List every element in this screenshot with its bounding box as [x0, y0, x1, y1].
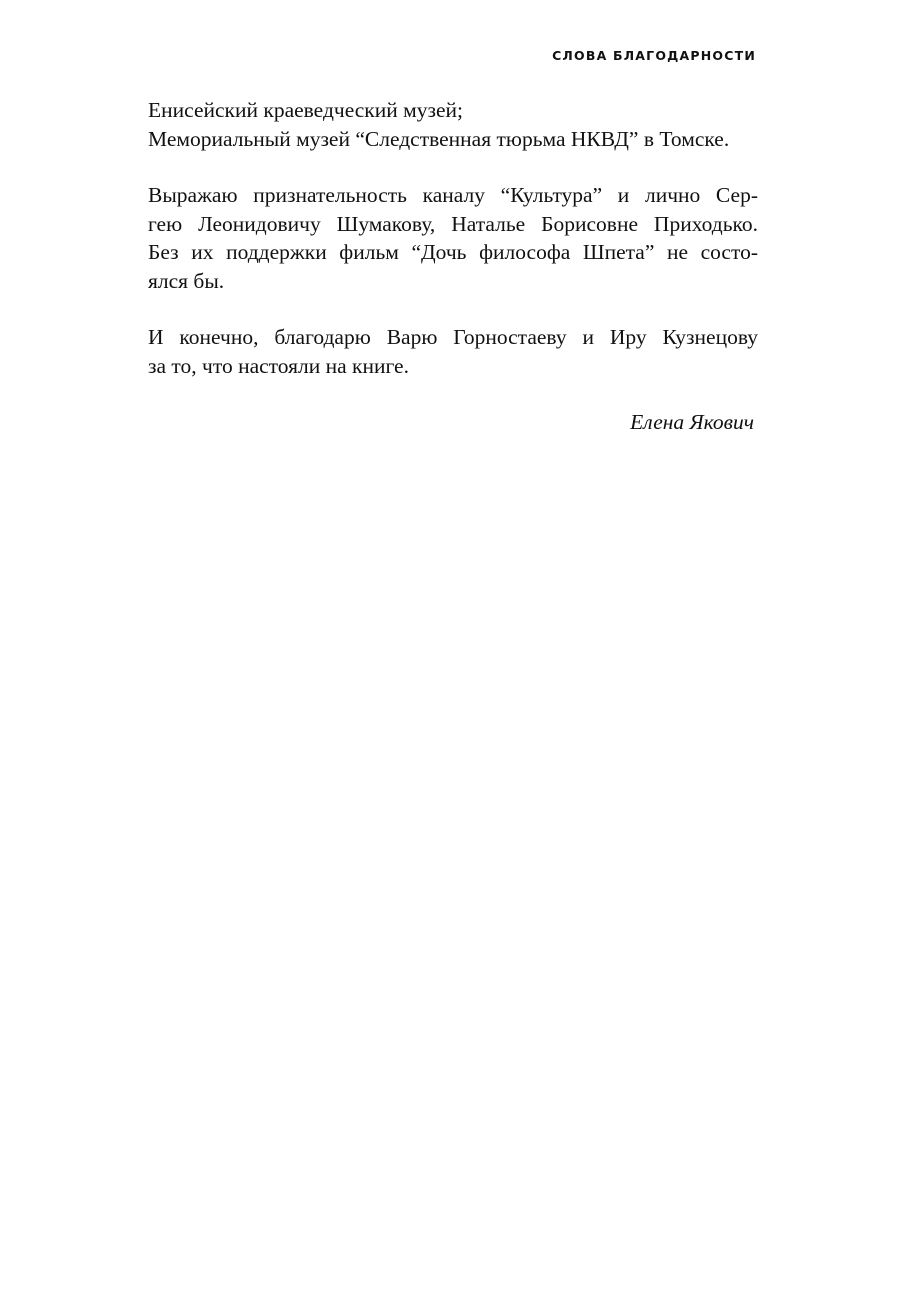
paragraph-kultura: [148, 181, 758, 295]
acknowledgements-text: [148, 96, 758, 437]
text-line: гею Леонидовичу Шумакову, Наталье Борисовне Приходько.: [148, 211, 758, 236]
text-line: за то, что настояли на книге.: [148, 353, 409, 378]
text-line: Енисейский краеведческий музей;: [148, 98, 464, 122]
paragraph-museums: [148, 96, 758, 153]
author-signature: Елена Якович: [630, 410, 754, 434]
paragraph-gap: [148, 153, 758, 181]
text-line: Мемориальный музей “Следственная тюрьма НКВД” в Томске.: [148, 126, 730, 151]
paragraph-gap: [148, 295, 758, 323]
text-line: И конечно, благодарю Варю Горностаеву и Иру Кузнецову: [148, 325, 758, 349]
text-line: ялся бы.: [148, 268, 225, 293]
paragraph-thanks: [148, 323, 758, 380]
paragraph-gap: [148, 380, 758, 408]
book-page: [148, 0, 760, 1294]
running-head: СЛОВА БЛАГОДАРНОСТИ: [552, 48, 756, 63]
text-line: Без их поддержки фильм “Дочь философа Шпета” не состо-: [148, 240, 758, 264]
text-line: Выражаю признательность каналу “Культура” и лично Сер-: [148, 183, 758, 207]
